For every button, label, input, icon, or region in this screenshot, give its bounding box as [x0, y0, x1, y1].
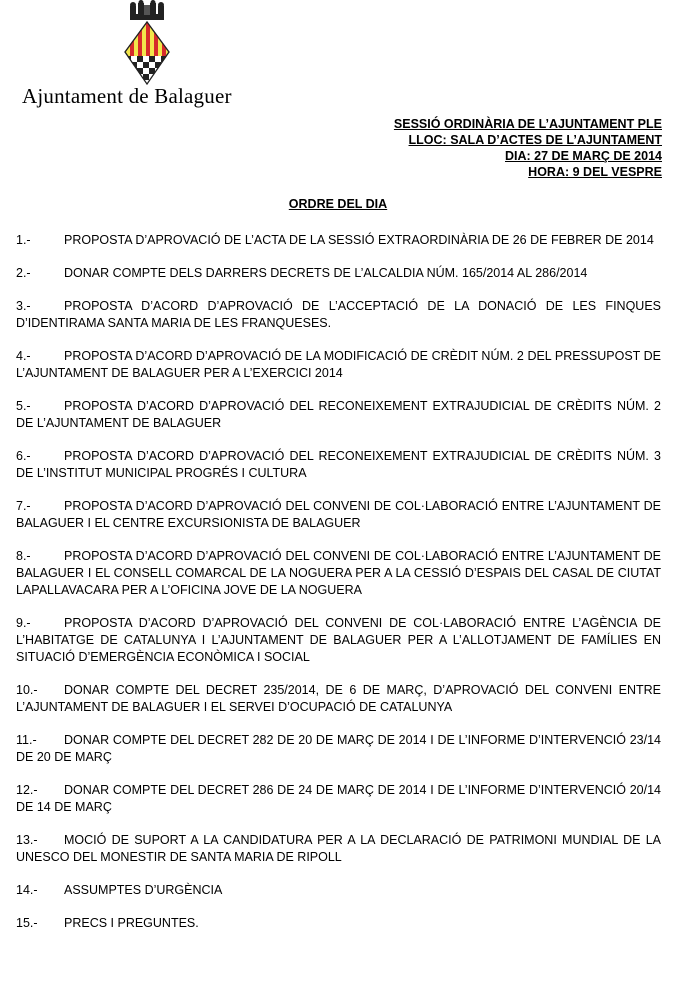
agenda-item-number: 12.-: [16, 783, 38, 797]
organization-name: Ajuntament de Balaguer: [22, 84, 232, 108]
agenda-item-text: PROPOSTA D’APROVACIÓ DE L’ACTA DE LA SESSIÓ EXTRAORDINÀRIA DE 26 DE FEBRER DE 2014: [64, 233, 654, 247]
agenda-item: [16, 232, 661, 249]
agenda-item-number: 11.-: [16, 733, 37, 747]
agenda-item-text: DONAR COMPTE DELS DARRERS DECRETS DE L’ALCALDIA NÚM. 165/2014 AL 286/2014: [64, 266, 588, 280]
agenda-item-text: MOCIÓ DE SUPORT A LA CANDIDATURA PER A LA DECLARACIÓ DE PATRIMONI MUNDIAL DE LA UNESCO DEL MONESTIR DE SANTA MARIA DE RIPOLL: [16, 833, 661, 864]
agenda-item-text: DONAR COMPTE DEL DECRET 282 DE 20 DE MARÇ DE 2014 I DE L’INFORME D’INTERVENCIÓ 23/14 DE 20 DE MARÇ: [16, 733, 661, 764]
agenda-item: [16, 915, 661, 932]
agenda-item: [16, 448, 661, 482]
session-place: LLOC: SALA D’ACTES DE L’AJUNTAMENT: [408, 133, 662, 147]
agenda-item: [16, 782, 661, 816]
agenda-item-text: PROPOSTA D’ACORD D’APROVACIÓ DEL CONVENI DE COL·LABORACIÓ ENTRE L’AGÈNCIA DE L’HABITATGE DE CATALUNYA I L’AJUNTAMENT DE BALAGUER PER A L’ALLOTJAMENT DE FAMÍLIES EN SITUACIÓ D’EMERGÈNCIA ECONÒMICA I SOCIAL: [16, 616, 661, 664]
agenda-item: [16, 615, 661, 666]
agenda-heading: ORDRE DEL DIA: [288, 197, 388, 211]
agenda-item-text: PROPOSTA D’ACORD D’APROVACIÓ DEL CONVENI DE COL·LABORACIÓ ENTRE L’AJUNTAMENT DE BALAGUER I EL CENTRE EXCURSIONISTA DE BALAGUER: [16, 499, 661, 530]
agenda-item-text: DONAR COMPTE DEL DECRET 286 DE 24 DE MARÇ DE 2014 I DE L’INFORME D’INTERVENCIÓ 20/14 DE 14 DE MARÇ: [16, 783, 661, 814]
session-time: HORA: 9 DEL VESPRE: [528, 165, 662, 179]
agenda-item: [16, 498, 661, 532]
agenda-item: [16, 265, 661, 282]
session-details: [394, 116, 662, 180]
agenda-item-number: 13.-: [16, 833, 38, 847]
agenda-item: [16, 298, 661, 332]
agenda-item-text: PROPOSTA D’ACORD D’APROVACIÓ DE LA MODIFICACIÓ DE CRÈDIT NÚM. 2 DEL PRESSUPOST DE L’AJUNTAMENT DE BALAGUER PER A L’EXERCICI 2014: [16, 349, 661, 380]
agenda-item: [16, 348, 661, 382]
session-date: DIA: 27 DE MARÇ DE 2014: [505, 149, 662, 163]
agenda-item-number: 7.-: [16, 499, 31, 513]
agenda-item-number: 9.-: [16, 616, 31, 630]
agenda-item: [16, 882, 661, 899]
agenda-item-text: ASSUMPTES D’URGÈNCIA: [64, 883, 223, 897]
agenda-item-number: 5.-: [16, 399, 31, 413]
agenda-item: [16, 832, 661, 866]
agenda-item-text: PROPOSTA D’ACORD D’APROVACIÓ DEL CONVENI DE COL·LABORACIÓ ENTRE L’AJUNTAMENT DE BALAGUER I EL CONSELL COMARCAL DE LA NOGUERA PER A LA CESSIÓ D’ESPAIS DEL CASAL DE CIUTAT LAPALLAVACARA PER A L’OFICINA JOVE DE LA NOGUERA: [16, 549, 661, 597]
agenda-item-text: DONAR COMPTE DEL DECRET 235/2014, DE 6 DE MARÇ, D’APROVACIÓ DEL CONVENI ENTRE L’AJUNTAMENT DE BALAGUER I EL SERVEI D’OCUPACIÓ DE CATALUNYA: [16, 683, 661, 714]
organization-logo: [22, 0, 272, 112]
agenda-item-number: 15.-: [16, 916, 38, 930]
municipal-crest-icon: [122, 0, 172, 86]
agenda-item-number: 10.-: [16, 683, 38, 697]
agenda-item-text: PROPOSTA D’ACORD D’APROVACIÓ DE L’ACCEPTACIÓ DE LA DONACIÓ DE LES FINQUES D’IDENTIRAMA SANTA MARIA DE LES FRANQUESES.: [16, 299, 661, 330]
agenda-item: [16, 548, 661, 599]
agenda-item-number: 4.-: [16, 349, 31, 363]
agenda-item: [16, 398, 661, 432]
session-title: SESSIÓ ORDINÀRIA DE L’AJUNTAMENT PLE: [393, 117, 662, 131]
agenda-item-number: 3.-: [16, 299, 31, 313]
agenda-list: [16, 232, 661, 948]
agenda-item-number: 2.-: [16, 266, 31, 280]
agenda-item: [16, 682, 661, 716]
agenda-item-text: PROPOSTA D’ACORD D’APROVACIÓ DEL RECONEIXEMENT EXTRAJUDICIAL DE CRÈDITS NÚM. 2 DE L’AJUNTAMENT DE BALAGUER: [16, 399, 661, 430]
agenda-item-number: 1.-: [16, 233, 31, 247]
agenda-item-number: 8.-: [16, 549, 31, 563]
agenda-item-number: 6.-: [16, 449, 31, 463]
agenda-item-text: PROPOSTA D’ACORD D’APROVACIÓ DEL RECONEIXEMENT EXTRAJUDICIAL DE CRÈDITS NÚM. 3 DE L’INSTITUT MUNICIPAL PROGRÉS I CULTURA: [16, 449, 661, 480]
agenda-item: [16, 732, 661, 766]
agenda-item-number: 14.-: [16, 883, 38, 897]
agenda-item-text: PRECS I PREGUNTES.: [64, 916, 199, 930]
